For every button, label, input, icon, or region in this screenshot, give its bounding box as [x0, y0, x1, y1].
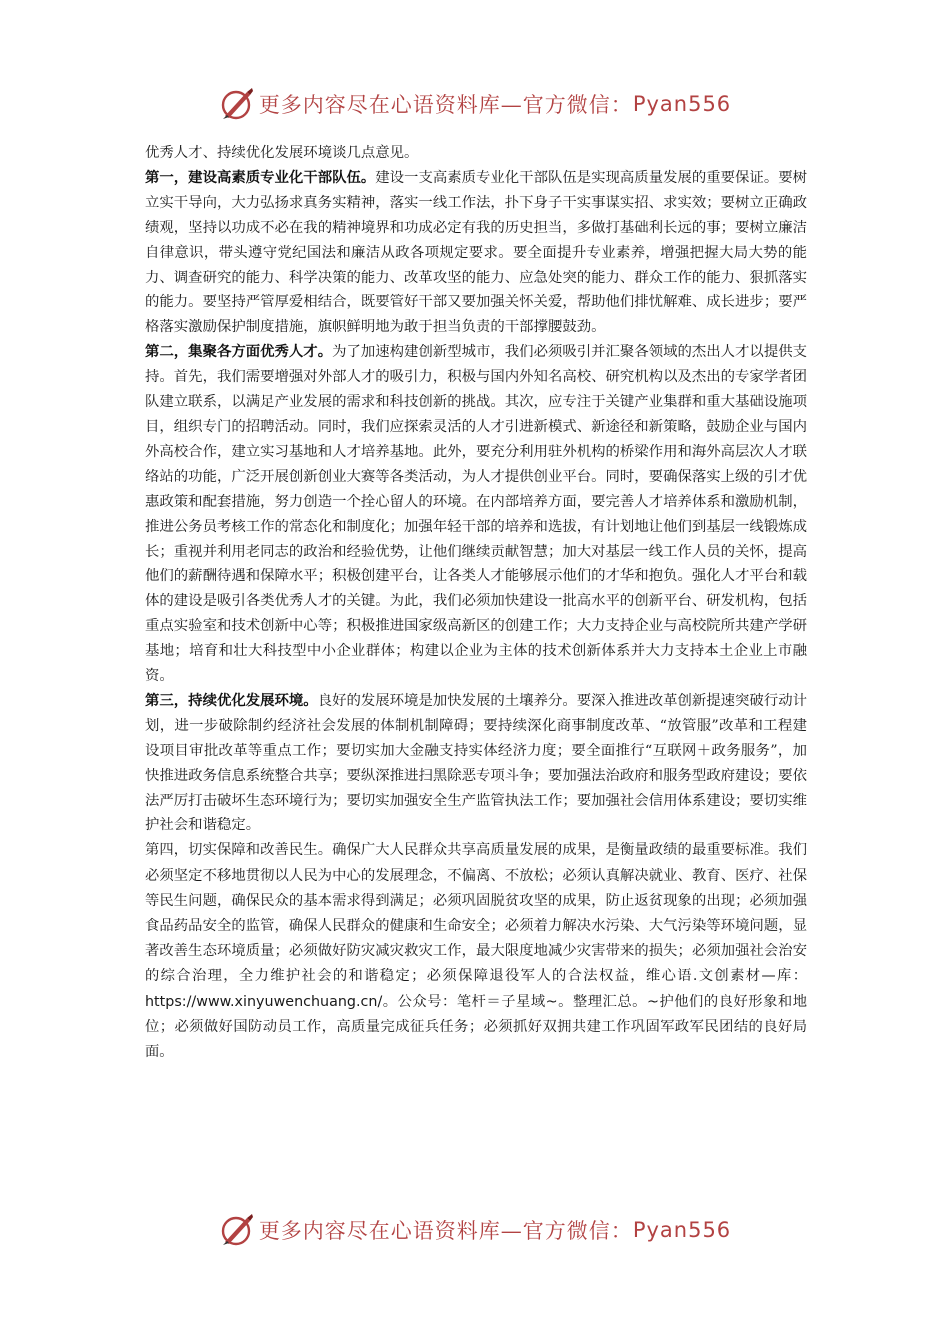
paragraph-second	[145, 340, 807, 689]
paragraph-text: 建设一支高素质专业化干部队伍是实现高质量发展的重要保证。要树立实干导向，大力弘扬求真务实精神，落实一线工作法，扑下身子干实事谋实招、求实效；要树立正确政绩观，坚持以功成不必在我的精神境界和功成必定有我的历史担当，多做打基础利长远的事；要树立廉洁自律意识，带头遵守党纪国法和廉洁从政各项规定要求。要全面提升专业素养，增强把握大局大势的能力、调查研究的能力、科学决策的能力、改革攻坚的能力、应急处突的能力、群众工作的能力、狠抓落实的能力。要坚持严管厚爱相结合，既要管好干部又要加强关怀关爱，帮助他们排忧解难、成长进步；要严格落实激励保护制度措施，旗帜鲜明地为敢于担当负责的干部撑腰鼓劲。	[145, 169, 807, 336]
banner-text: 更多内容尽在心语资料库—官方微信：	[258, 1219, 633, 1243]
section-heading: 第一，建设高素质专业化干部队伍。	[145, 169, 376, 186]
paragraph-first	[145, 166, 807, 340]
paragraph-text: 良好的发展环境是加快发展的土壤养分。要深入推进改革创新提速突破行动计划，进一步破除制约经济社会发展的体制机制障碍；要持续深化商事制度改革、“放管服”改革和工程建设项目审批改革等重点工作；要切实加大金融支持实体经济力度；要全面推行“互联网＋政务服务”，加快推进政务信息系统整合共享；要纵深推进扫黑除恶专项斗争；要加强法治政府和服务型政府建设；要依法严厉打击破坏生态环境行为；要切实加强安全生产监管执法工作；要加强社会信用体系建设；要切实维护社会和谐稳定。	[145, 692, 807, 834]
paragraph-fourth	[145, 838, 807, 1065]
footer-banner	[0, 1210, 950, 1250]
paragraph-text: 优秀人才、持续优化发展环境谈几点意见。	[145, 145, 419, 161]
paragraph-intro	[145, 141, 807, 166]
header-banner	[0, 84, 950, 124]
paragraph-text: 第四，切实保障和改善民生。确保广大人民群众共享高质量发展的成果，是衡量政绩的最重要标准。我们必须坚定不移地贯彻以人民为中心的发展理念，不偏离、不放松；必须认真解决就业、教育、医疗、社保等民生问题，确保民众的基本需求得到满足；必须巩固脱贫攻坚的成果，防止返贫现象的出现；必须加强食品药品安全的监管，确保人民群众的健康和生命安全；必须着力解决水污染、大气污染等环境问题，显著改善生态环境质量；必须做好防灾减灾救灾工作，最大限度地减少灾害带来的损失；必须加强社会治安的综合治理，全力维护社会的和谐稳定；必须保障退役军人的合法权益，维心语.文创素材—库：https://www.xinyuwenchuang.cn/。公众号：笔杆＝子星域~。整理汇总。~护他们的良好形象和地位；必须做好国防动员工作，高质量完成征兵任务；必须抓好双拥共建工作巩固军政军民团结的良好局面。	[145, 842, 807, 1060]
banner-text: 更多内容尽在心语资料库—官方微信：	[258, 93, 633, 117]
paragraph-third	[145, 689, 807, 838]
section-heading: 第三，持续优化发展环境。	[145, 692, 318, 709]
pen-logo-icon	[219, 86, 255, 122]
document-body	[145, 141, 807, 1065]
paragraph-text: 为了加速构建创新型城市，我们必须吸引并汇聚各领域的杰出人才以提供支持。首先，我们需要增强对外部人才的吸引力，积极与国内外知名高校、研究机构以及杰出的专家学者团队建立联系，以满足产业发展的需求和科技创新的挑战。其次，应专注于关键产业集群和重大基础设施项目，组织专门的招聘活动。同时，我们应探索灵活的人才引进新模式、新途径和新策略，鼓励企业与国内外高校合作，建立实习基地和人才培养基地。此外，要充分利用驻外机构的桥梁作用和海外高层次人才联络站的功能，广泛开展创新创业大赛等各类活动，为人才提供创业平台。同时，要确保落实上级的引才优惠政策和配套措施，努力创造一个拴心留人的环境。在内部培养方面，要完善人才培养体系和激励机制，推进公务员考核工作的常态化和制度化；加强年轻干部的培养和选拔，有计划地让他们到基层一线锻炼成长；重视并利用老同志的政治和经验优势，让他们继续贡献智慧；加大对基层一线工作人员的关怀，提高他们的薪酬待遇和保障水平；积极创建平台，让各类人才能够展示他们的才华和抱负。强化人才平台和载体的建设是吸引各类优秀人才的关键。为此，我们必须加快建设一批高水平的创新平台、研发机构，包括重点实验室和技术创新中心等；积极推进国家级高新区的创建工作；大力支持企业与高校院所共建产学研基地；培育和壮大科技型中小企业群体；构建以企业为主体的技术创新体系并大力支持本土企业上市融资。	[145, 344, 807, 685]
wechat-id: Pyan556	[632, 92, 732, 116]
wechat-id: Pyan556	[632, 1218, 732, 1242]
pen-logo-icon	[219, 1212, 255, 1248]
section-heading: 第二，集聚各方面优秀人才。	[145, 344, 333, 361]
